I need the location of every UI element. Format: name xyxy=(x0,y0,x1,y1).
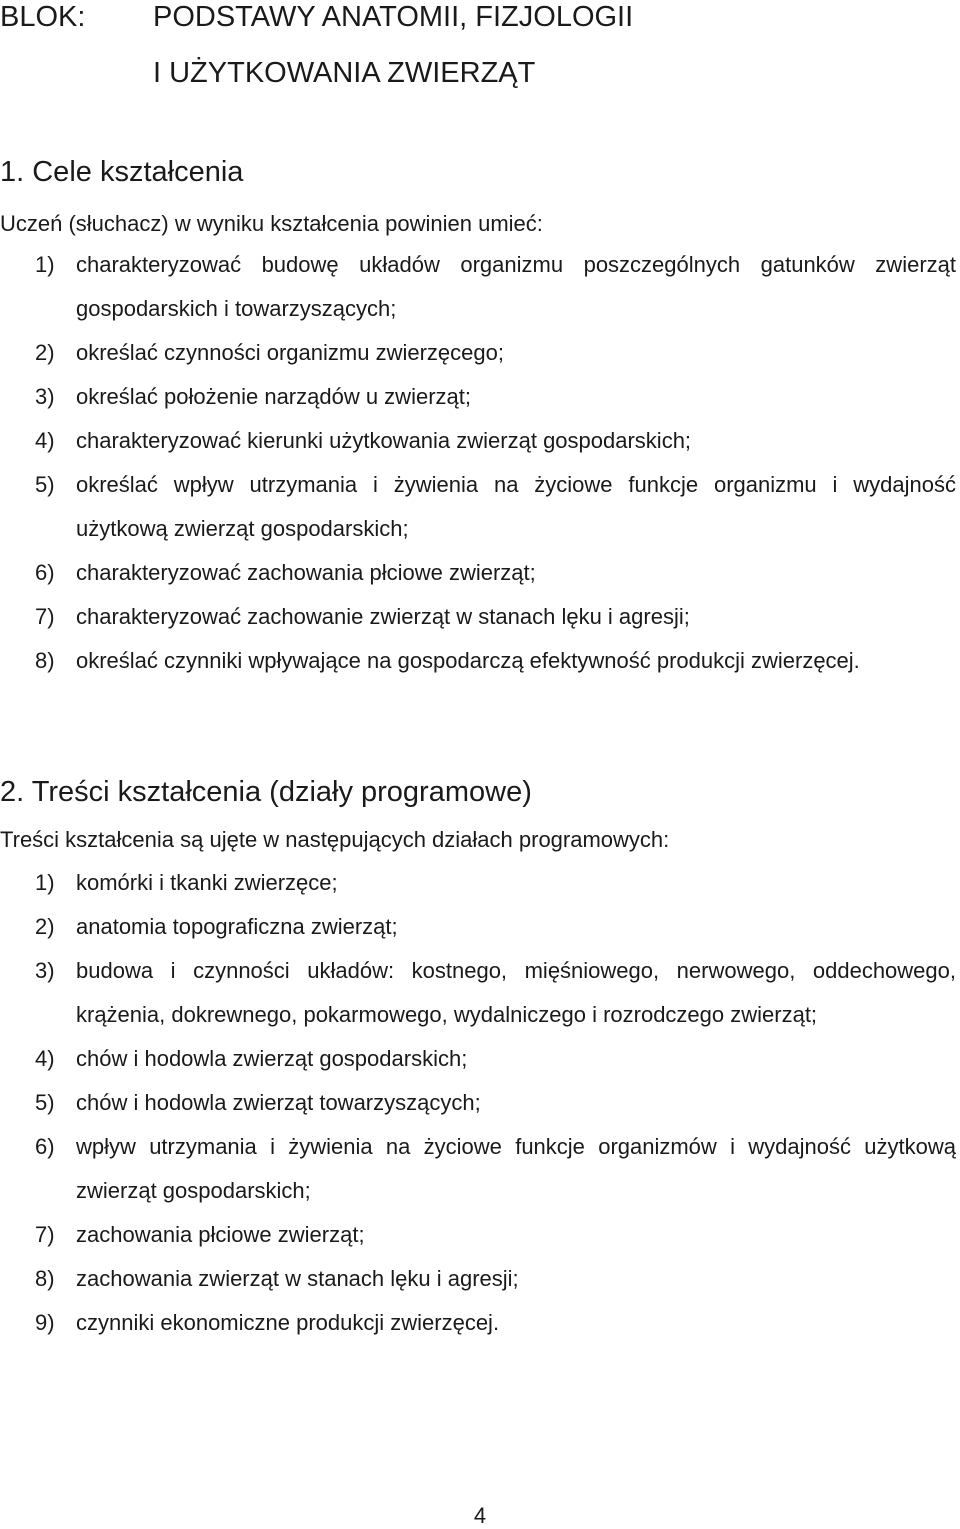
list-item xyxy=(0,331,956,375)
list-item xyxy=(0,419,956,463)
list-item-number: 5) xyxy=(35,1090,55,1115)
block-title-line-1: PODSTAWY ANATOMII, FIZJOLOGII xyxy=(153,1,634,33)
list-item xyxy=(0,595,956,639)
list-item-text: określać wpływ utrzymania i żywienia na życiowe funkcje organizmu i wydajność użytkową zwierząt gospodarskich; xyxy=(76,472,956,541)
list-item-text: chów i hodowla zwierząt towarzyszących; xyxy=(76,1090,481,1115)
block-label: BLOK: xyxy=(0,1,86,33)
list-item xyxy=(0,243,956,331)
section-1-intro: Uczeń (słuchacz) w wyniku kształcenia powinien umieć: xyxy=(0,211,543,236)
list-item xyxy=(0,463,956,551)
list-item-number: 3) xyxy=(35,384,55,409)
list-item-text: charakteryzować kierunki użytkowania zwierząt gospodarskich; xyxy=(76,428,692,453)
section-2-list xyxy=(0,861,956,1345)
list-item-number: 8) xyxy=(35,648,55,673)
list-item xyxy=(0,1213,956,1257)
list-item-text: chów i hodowla zwierząt gospodarskich; xyxy=(76,1046,468,1071)
list-item-text: komórki i tkanki zwierzęce; xyxy=(76,870,338,895)
list-item xyxy=(0,949,956,1037)
list-item-number: 2) xyxy=(35,914,55,939)
block-title-line-2: I UŻYTKOWANIA ZWIERZĄT xyxy=(153,57,536,89)
list-item xyxy=(0,639,956,683)
list-item-text: określać czynniki wpływające na gospodarczą efektywność produkcji zwierzęcej. xyxy=(76,648,860,673)
section-1-heading: 1. Cele kształcenia xyxy=(0,156,244,188)
list-item xyxy=(0,861,956,905)
section-2-intro: Treści kształcenia są ujęte w następujących działach programowych: xyxy=(0,827,670,852)
list-item xyxy=(0,1257,956,1301)
list-item-number: 7) xyxy=(35,604,55,629)
list-item-number: 4) xyxy=(35,428,55,453)
list-item-number: 9) xyxy=(35,1310,55,1335)
list-item xyxy=(0,375,956,419)
list-item-number: 5) xyxy=(35,472,55,497)
list-item-number: 4) xyxy=(35,1046,55,1071)
list-item xyxy=(0,1081,956,1125)
list-item xyxy=(0,905,956,949)
list-item-text: charakteryzować zachowanie zwierząt w stanach lęku i agresji; xyxy=(76,604,690,629)
list-item-number: 6) xyxy=(35,560,55,585)
list-item-text: charakteryzować zachowania płciowe zwierząt; xyxy=(76,560,536,585)
list-item-number: 1) xyxy=(35,870,55,895)
section-1-list xyxy=(0,243,956,683)
list-item-text: budowa i czynności układów: kostnego, mięśniowego, nerwowego, oddechowego, krążenia, dokrewnego, pokarmowego, wydalniczego i rozrodczego zwierząt; xyxy=(76,958,956,1027)
list-item-number: 7) xyxy=(35,1222,55,1247)
list-item xyxy=(0,1037,956,1081)
list-item xyxy=(0,1125,956,1213)
list-item-text: charakteryzować budowę układów organizmu poszczególnych gatunków zwierząt gospodarskich i towarzyszących; xyxy=(76,252,956,321)
list-item-number: 3) xyxy=(35,958,55,983)
list-item-text: czynniki ekonomiczne produkcji zwierzęcej. xyxy=(76,1310,500,1335)
list-item xyxy=(0,1301,956,1345)
list-item-text: wpływ utrzymania i żywienia na życiowe funkcje organizmów i wydajność użytkową zwierząt gospodarskich; xyxy=(76,1134,956,1203)
list-item-text: zachowania zwierząt w stanach lęku i agresji; xyxy=(76,1266,519,1291)
list-item-text: określać położenie narządów u zwierząt; xyxy=(76,384,471,409)
list-item-text: określać czynności organizmu zwierzęcego; xyxy=(76,340,504,365)
list-item-number: 2) xyxy=(35,340,55,365)
list-item-number: 1) xyxy=(35,252,55,277)
page-number: 4 xyxy=(473,1503,487,1528)
section-2-heading: 2. Treści kształcenia (działy programowe) xyxy=(0,776,532,808)
list-item-text: zachowania płciowe zwierząt; xyxy=(76,1222,365,1247)
list-item-text: anatomia topograficzna zwierząt; xyxy=(76,914,398,939)
list-item xyxy=(0,551,956,595)
list-item-number: 6) xyxy=(35,1134,55,1159)
list-item-number: 8) xyxy=(35,1266,55,1291)
